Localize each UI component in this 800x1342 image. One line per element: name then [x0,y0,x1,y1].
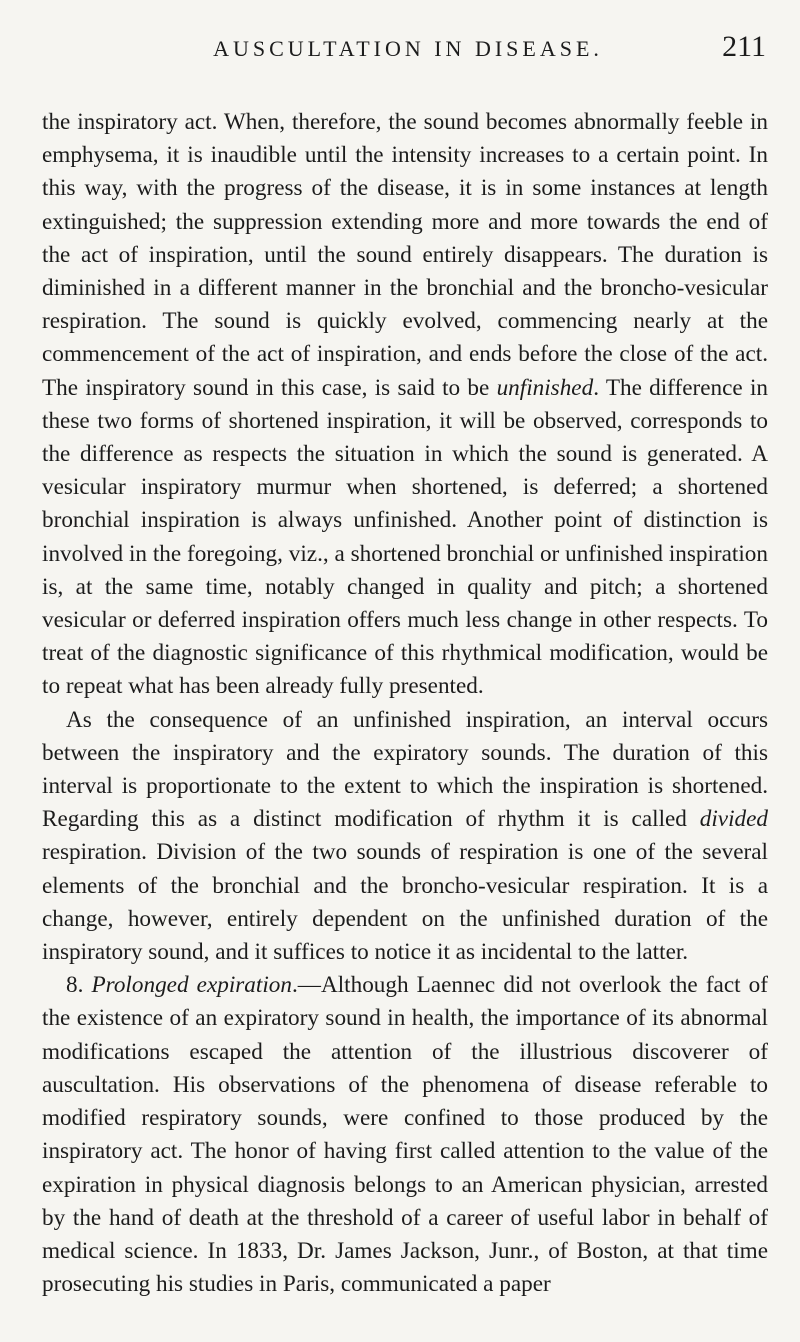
text-run: As the consequence of an unfinished inspiration, an interval occurs between the inspiratory and the expiratory sounds. The duration of this interval is proportionate to the extent to which the inspiration is shortened. Regarding this as a distinct modification of rhythm it is called [42,706,768,833]
italic-term-divided: divided [699,806,768,833]
italic-term-unfinished: unfinished [496,374,594,401]
page-number: 211 [722,30,766,63]
paragraph [42,969,768,1301]
body-text [42,106,768,1301]
paragraph [42,106,768,704]
text-run: . The difference in these two forms of shortened inspiration, it will be observed, corresponds to the difference as respects the situation in which the sound is generated. A vesicular inspiratory murmur when shortened, is deferred; a shortened bronchial inspiration is always unfinished. Another point of distinction is involved in the foregoing, viz., a shortened bronchial or unfinished inspiration is, at the same time, notably changed in quality and pitch; a shortened vesicular or deferred inspiration offers much less change in other respects. To treat of the diagnostic significance of this rhythmical modification, would be to repeat what has been already fully presented. [42,374,768,700]
text-run: .—Although Laennec did not overlook the fact of the existence of an expiratory sound in health, the importance of its abnormal modifications escaped the attention of the illustrious discoverer of auscultation. His observations of the phenomena of disease referable to modified respiratory sounds, were confined to those produced by the inspiratory act. The honor of having first called attention to the value of the expiration in physical diagnosis belongs to an American physician, arrested by the hand of death at the threshold of a career of useful labor in behalf of medical science. In 1833, Dr. James Jackson, Junr., of Boston, at that time prosecuting his studies in Paris, communicated a paper [42,972,768,1298]
section-heading-prolonged-expiration: Prolonged expiration [91,972,292,999]
text-run: respiration. Division of the two sounds of respiration is one of the several elements of the bronchial and the broncho-vesicular respiration. It is a change, however, entirely dependent on the unfinished duration of the inspiratory sound, and it suffices to notice it as incidental to the latter. [42,839,768,966]
section-number: 8. [66,972,92,999]
text-run: the inspiratory act. When, therefore, the sound becomes abnormally feeble in emphysema, it is inaudible until the intensity increases to a certain point. In this way, with the progress of the disease, it is in some instances at length extinguished; the suppression extending more and more towards the end of the act of inspiration, until the sound entirely disappears. The duration is diminished in a different manner in the bronchial and the broncho-vesicular respiration. The sound is quickly evolved, commencing nearly at the commencement of the act of inspiration, and ends before the close of the act. The inspiratory sound in this case, is said to be [42,109,768,401]
paragraph [42,704,768,970]
running-head [42,22,768,72]
running-title: AUSCULTATION IN DISEASE. [213,36,603,61]
